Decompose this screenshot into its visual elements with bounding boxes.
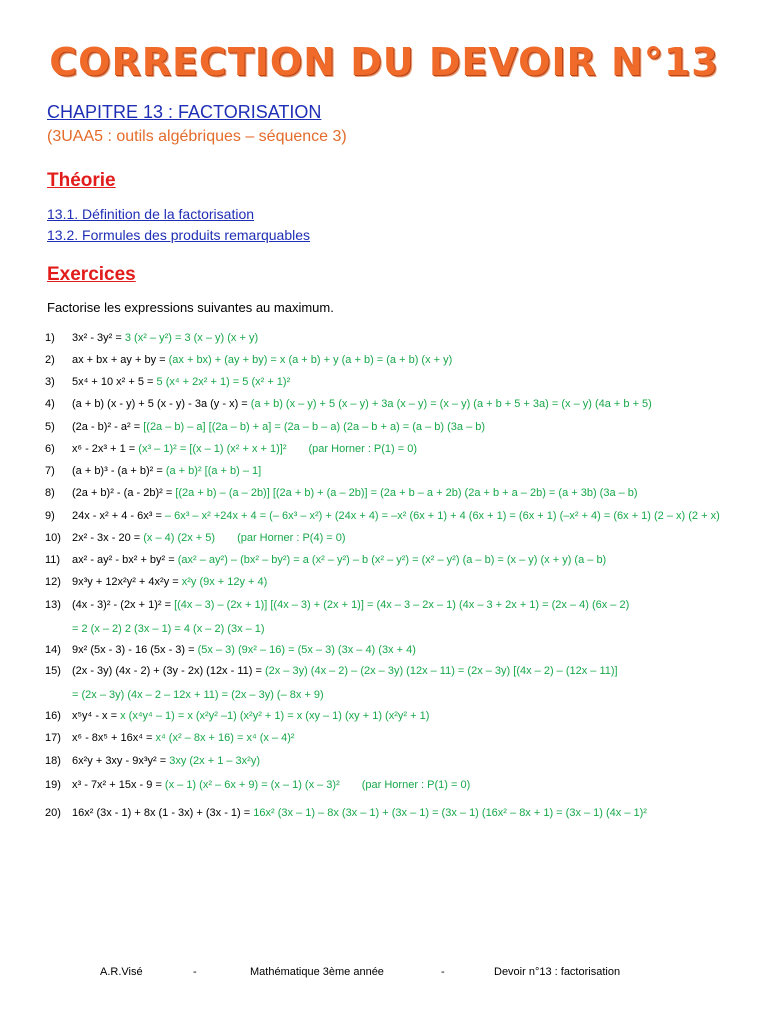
page-title: CORRECTION DU DEVOIR N°13 — [49, 40, 719, 84]
exercise-answer: x⁴ (x² – 8x + 16) = x⁴ (x – 4)² — [155, 732, 295, 744]
exercise-expression: x⁶ - 2x³ + 1 = — [72, 443, 139, 455]
exercise-answer: (x – 1) (x² – 6x + 9) = (x – 1) (x – 3)² — [164, 779, 340, 791]
exercise-expression: 24x - x² + 4 - 6x³ = — [72, 510, 165, 522]
exercise-row — [45, 354, 452, 366]
footer-author: A.R.Visé — [100, 966, 143, 978]
exercise-number: 16) — [45, 710, 61, 722]
exercise-row — [45, 510, 720, 522]
exercise-expression: x⁵y⁴ - x = — [72, 710, 121, 722]
exercise-expression: (2a + b)² - (a - 2b)² = — [72, 487, 176, 499]
exercise-answer: 16x² (3x – 1) – 8x (3x – 1) + (3x – 1) = (3x – 1) (16x² – 8x + 1) = (3x – 1) (4x – 1)² — [253, 807, 647, 819]
exercise-answer: (a + b) (x – y) + 5 (x – y) + 3a (x – y) = (x – y) (a + b + 5 + 3a) = (x – y) (4a + b + 5) — [250, 398, 652, 410]
exercise-number: 10) — [45, 532, 61, 544]
exercise-row — [45, 398, 652, 410]
exercises-heading: Exercices — [47, 264, 136, 285]
exercise-answer: [(4x – 3) – (2x + 1)] [(4x – 3) + (2x + 1)] = (4x – 3 – 2x – 1) (4x – 3 + 2x + 1) = (2x – 4) (6x – 2) — [174, 599, 630, 611]
exercise-expression: ax + bx + ay + by = — [72, 354, 169, 366]
exercise-answer: x (x⁴y⁴ – 1) = x (x²y² –1) (x²y² + 1) = x (xy – 1) (xy + 1) (x²y² + 1) — [120, 710, 430, 722]
exercise-answer: (x³ – 1)² = [(x – 1) (x² + x + 1)]² — [138, 443, 287, 455]
footer-course: Mathématique 3ème année — [250, 966, 384, 978]
exercise-expression: 2x² - 3x - 20 = — [72, 532, 144, 544]
exercise-expression: 16x² (3x - 1) + 8x (1 - 3x) + (3x - 1) = — [72, 807, 254, 819]
exercise-note: (par Horner : P(1) = 0) — [308, 443, 418, 455]
exercise-instruction: Factorise les expressions suivantes au maximum. — [47, 300, 334, 315]
exercise-row — [45, 710, 429, 722]
exercise-row — [45, 779, 470, 791]
footer-separator: - — [193, 966, 197, 978]
exercise-expression: 9x³y + 12x²y² + 4x²y = — [72, 576, 182, 588]
exercise-answer: [(2a – b) – a] [(2a – b) + a] = (2a – b – a) (2a – b + a) = (a – b) (3a – b) — [143, 421, 486, 433]
exercise-expression: 5x⁴ + 10 x² + 5 = — [72, 376, 157, 388]
exercise-number: 7) — [45, 465, 55, 477]
footer-devoir: Devoir n°13 : factorisation — [494, 966, 621, 978]
exercise-expression: ax² - ay² - bx² + by² = — [72, 554, 178, 566]
exercise-row — [45, 732, 295, 744]
exercise-number: 11) — [45, 554, 61, 566]
exercise-number: 6) — [45, 443, 55, 455]
exercise-expression: 6x²y + 3xy - 9x³y² = — [72, 755, 170, 767]
theory-link-definition[interactable]: 13.1. Définition de la factorisation — [47, 206, 255, 222]
exercise-answer: (5x – 3) (9x² – 16) = (5x – 3) (3x – 4) (3x + 4) — [197, 644, 416, 656]
exercise-number: 2) — [45, 354, 55, 366]
exercise-number: 12) — [45, 576, 61, 588]
exercise-answer-continuation: = 2 (x – 2) 2 (3x – 1) = 4 (x – 2) (3x – 1) — [72, 623, 265, 635]
exercise-row — [45, 665, 618, 677]
exercise-number: 5) — [45, 421, 55, 433]
exercise-number: 20) — [45, 807, 61, 819]
exercise-number: 3) — [45, 376, 55, 388]
exercise-answer: (ax² – ay²) – (bx² – by²) = a (x² – y²) – b (x² – y²) = (x² – y²) (a – b) = (x – y) (x + y) (a – b) — [177, 554, 607, 566]
exercise-answer-continuation: = (2x – 3y) (4x – 2 – 12x + 11) = (2x – 3y) (– 8x + 9) — [72, 689, 324, 701]
exercise-number: 17) — [45, 732, 61, 744]
exercise-row — [45, 332, 258, 344]
exercise-number: 13) — [45, 599, 61, 611]
exercise-expression: x³ - 7x² + 15x - 9 = — [72, 779, 165, 791]
chapter-heading: CHAPITRE 13 : FACTORISATION — [47, 102, 322, 122]
exercise-expression: (2a - b)² - a² = — [72, 421, 144, 433]
exercise-answer: [(2a + b) – (a – 2b)] [(2a + b) + (a – 2b)] = (2a + b – a + 2b) (2a + b + a – 2b) = (a + 3b) (3a – b) — [175, 487, 638, 499]
theory-link-formulas[interactable]: 13.2. Formules des produits remarquables — [47, 227, 311, 243]
exercise-answer: 3xy (2x + 1 – 3x²y) — [169, 755, 260, 767]
exercise-number: 18) — [45, 755, 61, 767]
exercise-note: (par Horner : P(4) = 0) — [237, 532, 346, 544]
exercise-number: 14) — [45, 644, 61, 656]
exercise-expression: 9x² (5x - 3) - 16 (5x - 3) = — [72, 644, 198, 656]
chapter-subtitle: (3UAA5 : outils algébriques – séquence 3) — [47, 128, 347, 145]
exercise-number: 9) — [45, 510, 55, 522]
exercise-answer: (x – 4) (2x + 5) — [143, 532, 216, 544]
exercise-answer: (ax + bx) + (ay + by) = x (a + b) + y (a + b) = (a + b) (x + y) — [168, 354, 453, 366]
exercise-row — [45, 443, 417, 455]
exercise-expression: 3x² - 3y² = — [72, 332, 125, 344]
exercise-number: 19) — [45, 779, 61, 791]
exercise-answer: 5 (x⁴ + 2x² + 1) = 5 (x² + 1)² — [156, 376, 291, 388]
exercise-expression: x⁶ - 8x⁵ + 16x⁴ = — [72, 732, 156, 744]
exercise-row — [45, 465, 261, 477]
exercise-answer: (2x – 3y) (4x – 2) – (2x – 3y) (12x – 11) = (2x – 3y) [(4x – 2) – (12x – 11)] — [264, 665, 618, 677]
theory-heading: Théorie — [47, 170, 116, 191]
exercise-row — [45, 755, 260, 767]
exercise-expression: (4x - 3)² - (2x + 1)² = — [72, 599, 175, 611]
exercise-expression: (2x - 3y) (4x - 2) + (3y - 2x) (12x - 11) = — [72, 665, 265, 677]
exercise-row — [45, 644, 416, 656]
exercise-answer: (a + b)² [(a + b) – 1] — [165, 465, 262, 477]
exercise-number: 15) — [45, 665, 61, 677]
exercise-expression: (a + b)³ - (a + b)² = — [72, 465, 166, 477]
exercise-row — [45, 807, 647, 819]
exercise-number: 1) — [45, 332, 55, 344]
exercise-row — [45, 554, 606, 566]
exercise-row — [45, 532, 346, 544]
exercise-note: (par Horner : P(1) = 0) — [361, 779, 471, 791]
exercise-expression: (a + b) (x - y) + 5 (x - y) - 3a (y - x) = — [72, 398, 251, 410]
exercise-answer: 3 (x² – y²) = 3 (x – y) (x + y) — [124, 332, 259, 344]
exercise-row — [45, 376, 290, 388]
exercise-number: 8) — [45, 487, 55, 499]
exercise-answer: x²y (9x + 12y + 4) — [181, 576, 268, 588]
footer-separator: - — [441, 966, 445, 978]
exercise-row — [45, 576, 267, 588]
exercise-row — [45, 487, 638, 499]
exercise-number: 4) — [45, 398, 55, 410]
exercise-row — [45, 421, 485, 433]
exercise-row — [45, 599, 629, 611]
exercise-answer: – 6x³ – x² +24x + 4 = (– 6x³ – x²) + (24x + 4) = –x² (6x + 1) + 4 (6x + 1) = (6x + 1) (–x² + 4) = (6x + 1) (2 – x) (2 + x) — [164, 510, 720, 522]
